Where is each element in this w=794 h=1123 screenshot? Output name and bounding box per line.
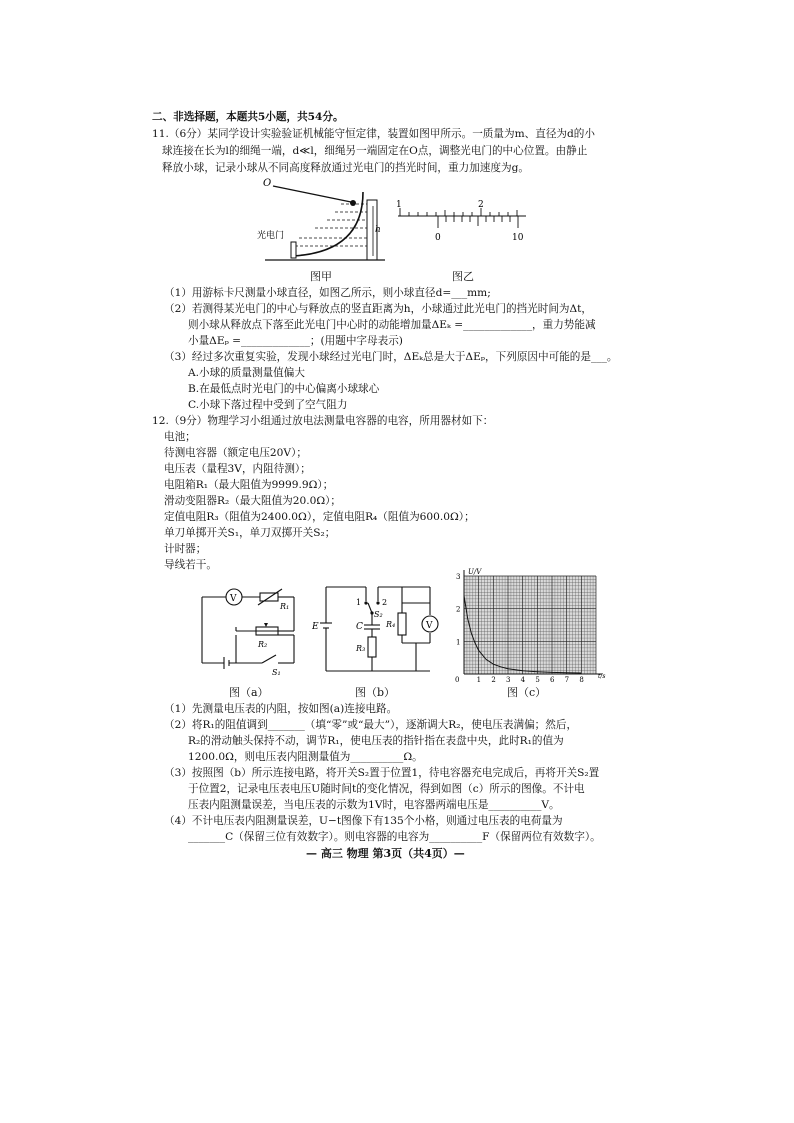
chart-x-tick-label: 1	[476, 676, 482, 684]
equip-0: 电池；	[164, 431, 196, 443]
q12-sub-7: （4）不计电压表内阻测量误差，U−t图像下有135个小格，则通过电压表的电荷量为	[164, 815, 563, 827]
equip-8: 导线若干。	[164, 559, 217, 571]
figure-jia	[255, 172, 395, 267]
label-gate: 光电门	[257, 231, 285, 241]
fig-a-R1: R₁	[280, 602, 290, 611]
equip-4: 滑动变阻器R₂（最大阻值为20.0Ω）；	[164, 495, 342, 507]
equip-7: 计时器；	[164, 543, 207, 555]
q12-sub-2: R₂的滑动触头保持不动，调节R₁，使电压表的指针指在表盘中央，此时R₁的值为	[188, 735, 564, 747]
chart-x-tick-label: 7	[564, 676, 570, 684]
fig-b-R4: R₄	[386, 620, 396, 629]
fig-b-pos1: 1	[356, 598, 362, 607]
label-O: O	[263, 178, 272, 189]
q11-sub1: （1）用游标卡尺测量小球直径，如图乙所示，则小球直径d=___mm;	[164, 287, 491, 299]
section-header: 二、非选择题，本题共5小题，共54分。	[152, 111, 344, 123]
q11-sub2-b: 则小球从释放点下落至此光电门中心时的动能增加量ΔEₖ =_____________，重力势能减	[188, 319, 596, 331]
figure-c-chart	[452, 566, 612, 684]
caption-a: 图（a）	[229, 686, 269, 699]
equip-3: 电阻箱R₁（最大阻值为9999.9Ω）；	[164, 479, 334, 491]
chart-xlabel: t/s	[598, 673, 606, 680]
q11-option-b: B.在最低点时光电门的中心偏离小球球心	[188, 383, 380, 395]
q11-option-c: C.小球下落过程中受到了空气阻力	[188, 399, 348, 411]
vernier-label-10: 10	[512, 233, 524, 243]
equip-2: 电压表（量程3V，内阻待测）；	[164, 463, 311, 475]
fig-b-S2: S₂	[374, 610, 383, 619]
chart-y-tick-label: 2	[456, 605, 461, 614]
chart-x-tick-label: 6	[550, 676, 555, 684]
fig-b-C: C	[356, 622, 363, 632]
equip-1: 待测电容器（额定电压20V）；	[164, 447, 307, 459]
q11-line-1: 11.（6分）某同学设计实验验证机械能守恒定律，装置如图甲所示。一质量为m、直径为d的小	[152, 128, 595, 140]
caption-c: 图（c）	[507, 686, 547, 699]
page-footer: — 高三 物理 第3页（共4页）—	[306, 847, 465, 860]
chart-x-tick-label: 3	[506, 676, 511, 684]
q11-sub2-a: （2）若测得某光电门的中心与释放点的竖直距离为h，小球通过此光电门的挡光时间为Δt，	[164, 303, 593, 315]
figure-b-circuit	[312, 583, 442, 678]
fig-b-voltmeter: V	[426, 621, 433, 631]
main-scale-label-2: 2	[478, 200, 484, 210]
caption-jia: 图甲	[310, 270, 332, 283]
equip-5: 定值电阻R₃（阻值为2400.0Ω），定值电阻R₄（阻值为600.0Ω）；	[164, 511, 475, 523]
chart-ylabel: U/V	[468, 568, 482, 576]
chart-x-tick-label: 2	[491, 676, 496, 684]
q12-sub-4: （3）按照图（b）所示连接电路，将开关S₂置于位置1，待电容器充电完成后，再将开关S₂置	[164, 767, 600, 779]
q11-sub3: （3）经过多次重复实验，发现小球经过光电门时，ΔEₖ总是大于ΔEₚ，下列原因中可能的是___。	[164, 351, 618, 363]
chart-origin-label: 0	[455, 676, 460, 684]
caption-yi: 图乙	[452, 270, 474, 283]
q11-line-3: 释放小球，记录小球从不同高度释放通过光电门的挡光时间，重力加速度为g。	[162, 162, 529, 174]
label-h: h	[375, 225, 381, 235]
fig-b-R3: R₃	[356, 644, 366, 653]
q12-sub-8: _______C（保留三位有效数字）。则电容器的电容为__________F（保留两位有效数字）。	[188, 831, 601, 843]
chart-y-tick-label: 3	[456, 573, 461, 581]
vernier-label-0: 0	[435, 233, 441, 243]
q11-option-a: A.小球的质量测量值偏大	[188, 367, 305, 379]
fig-b-pos2: 2	[382, 598, 388, 607]
q11-line-2: 球连接在长为l的细绳一端，d≪l，细绳另一端固定在O点，调整光电门的中心位置。由静止	[162, 145, 588, 157]
q12-sub-1: （2）将R₁的阻值调到_______（填“零”或“最大”），逐渐调大R₂，使电压表满偏；然后，	[164, 719, 578, 731]
chart-x-tick-label: 4	[520, 676, 526, 684]
chart-y-tick-label: 1	[456, 638, 461, 647]
q12-sub-6: 压表内阻测量误差，当电压表的示数为1V时，电容器两端电压是__________V。	[188, 799, 560, 811]
equip-6: 单刀单掷开关S₁，单刀双掷开关S₂；	[164, 527, 336, 539]
main-scale-label-1: 1	[396, 200, 402, 210]
caption-b: 图（b）	[355, 686, 396, 699]
chart-x-tick-label: 5	[535, 676, 540, 684]
fig-b-E: E	[312, 622, 319, 632]
q12-intro: 12.（9分）物理学习小组通过放电法测量电容器的电容，所用器材如下：	[152, 415, 494, 427]
fig-a-S1: S₁	[272, 668, 281, 675]
q12-sub-5: 于位置2，记录电压表电压U随时间t的变化情况，得到如图（c）所示的图像。不计电	[188, 783, 585, 795]
figure-a-circuit	[196, 585, 301, 675]
q11-sub2-c: 小量ΔEₚ =_____________；(用题中字母表示)	[188, 335, 403, 347]
q12-sub-0: （1）先测量电压表的内阻，按如图(a)连接电路。	[164, 703, 398, 715]
q12-sub-3: 1200.0Ω，则电压表内阻测量值为__________Ω。	[188, 751, 423, 763]
fig-a-voltmeter: V	[230, 594, 237, 604]
figure-yi-vernier	[392, 198, 532, 250]
chart-x-tick-label: 8	[579, 676, 584, 684]
fig-a-R2: R₂	[258, 640, 268, 649]
